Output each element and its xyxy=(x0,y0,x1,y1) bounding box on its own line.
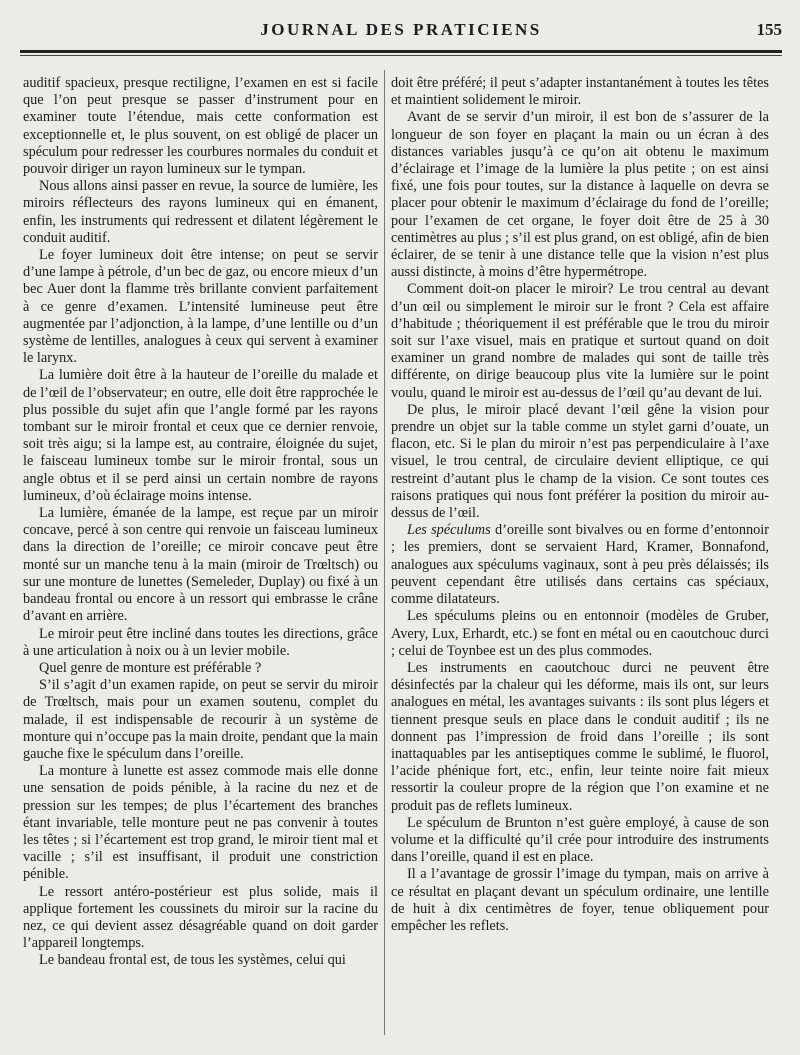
paragraph-text: d’oreille sont bivalves ou en forme d’entonnoir ; les premiers, dont se servaient Hard, Kramer, Bonnafond, analogues aux spéculums vaginaux, sont à peu près délaissés; ils peuvent cependant être utilisés dans certains cas spéciaux, comme dilatateurs. xyxy=(391,522,769,608)
header-rule-thin xyxy=(20,55,782,56)
paragraph: Le ressort antéro-postérieur est plus solide, mais il applique fortement les coussinets du miroir sur la racine du nez, ce qui devient assez désagréable quand on doit garder l’appareil longtemps. xyxy=(23,883,378,952)
italic-term: Les spéculums xyxy=(407,522,491,539)
paragraph: La lumière, émanée de la lampe, est reçue par un miroir concave, percé à son centre qui renvoie un faisceau lumineux dans la direction de l’oreille; ce miroir concave peut être monté sur un manche tenu à la main (miroir de Trœltsch) ou sur une monture de lunettes (Semeleder, Duplay) ou fixé à un bandeau frontal ou encore à un ressort qui embrasse le crâne d’avant en arrière. xyxy=(23,505,378,625)
paragraph: Les instruments en caoutchouc durci ne peuvent être désinfectés par la chaleur qui les déforme, mais ils ont, sur leurs analogues en métal, les avantages suivants : ils sont plus légers et tiennent presque seuls en place dans le conduit auditif ; ils ne donnent pas l’impression de froid dans l’oreille ; ils sont inattaquables par les antiseptiques comme le sublimé, le fluorol, l’acide phénique fort, etc., enfin, leur teinte noire fait mieux ressortir la couleur propre de la région que l’on examine et ne produit pas de reflets lumineux. xyxy=(391,659,769,814)
journal-title: JOURNAL DES PRATICIENS xyxy=(260,20,542,39)
paragraph: doit être préféré; il peut s’adapter instantanément à toutes les têtes et maintient solidement le miroir. xyxy=(391,75,769,109)
header-rule-thick xyxy=(20,50,782,53)
column-divider xyxy=(384,70,385,1035)
paragraph: Le spéculum de Brunton n’est guère employé, à cause de son volume et la difficulté qu’il crée pour introduire des instruments dans l’oreille, quand il est en place. xyxy=(391,814,769,866)
paragraph: Il a l’avantage de grossir l’image du tympan, mais on arrive à ce résultat en plaçant devant un spéculum ordinaire, une lentille de huit à dix centimètres de foyer, tenue obliquement pour empêcher les reflets. xyxy=(391,866,769,934)
text-column-left xyxy=(23,75,378,970)
paragraph: La monture à lunette est assez commode mais elle donne une sensation de poids pénible, à la racine du nez et de pression sur les tempes; de plus l’écartement des branches étant invariable, telle monture peut ne pas convenir à toutes les têtes ; si l’écartement est trop grand, le miroir tient mal et vacille ; s’il est insuffisant, il produit une constriction pénible. xyxy=(23,763,378,883)
paragraph: S’il s’agit d’un examen rapide, on peut se servir du miroir de Trœltsch, mais pour un examen soutenu, complet du malade, il est indispensable de recourir à un système de monture qui n’occupe pas la main droite, pendant que la main gauche fixe le spéculum dans l’oreille. xyxy=(23,677,378,762)
paragraph: Avant de se servir d’un miroir, il est bon de s’assurer de la longueur de son foyer en plaçant la main ou un écran à des distances variables jusqu’à ce qu’on ait obtenu le maximum d’éclairage et l’image de la lumière la plus petite ; on est ainsi fixé, une fois pour toutes, sur la distance à laquelle on devra se placer pour obtenir le maximum d’éclairage du fond de l’oreille; pour l’examen de cet organe, le foyer doit être de 25 à 30 centimètres au plus ; s’il est plus grand, on est obligé, afin de bien éclairer, de se tenir à une distance telle que la vision n’est plus aussi distincte, à moins d’être hypermétrope. xyxy=(391,109,769,281)
paragraph: Comment doit-on placer le miroir? Le trou central au devant d’un œil ou simplement le miroir sur le front ? Cela est affaire d’habitude ; théoriquement il est préférable que le trou du miroir soit sur l’axe visuel, mais en pratique et surtout quand on doit examiner un grand nombre de malades qui sont de taille très différente, on dirige beaucoup plus vite la lumière sur le point voulu, quand le miroir est au-dessus de l’œil qu’au devant de lui. xyxy=(391,281,769,401)
paragraph-speculums xyxy=(391,522,769,608)
paragraph: auditif spacieux, presque rectiligne, l’examen en est si facile que l’on peut presque se passer d’instrument pour en examiner toute l’étendue, mais cette conformation est exceptionnelle et, le plus souvent, on est obligé de placer un spéculum pour redresser les courbures normales du conduit et pouvoir diriger un rayon lumineux sur le tympan. xyxy=(23,75,378,178)
running-head xyxy=(20,16,782,46)
paragraph: Quel genre de monture est préférable ? xyxy=(39,659,262,676)
paragraph: Le foyer lumineux doit être intense; on peut se servir d’une lampe à pétrole, d’un bec de gaz, ou encore mieux d’un bec Auer dont la flamme très brillante convient parfaitement à ce genre d’examen. L’intensité lumineuse peut être augmentée par l’adjonction, à la lampe, d’une lentille ou d’un système de lentilles, analogues à ceux qui servent à examiner le larynx. xyxy=(23,247,378,367)
paragraph: Nous allons ainsi passer en revue, la source de lumière, les miroirs réflecteurs des rayons lumineux qui en émanent, enfin, les instruments qui redressent et dilatent légèrement le conduit auditif. xyxy=(23,178,378,246)
paragraph: Le bandeau frontal est, de tous les systèmes, celui qui xyxy=(39,952,346,969)
paragraph: La lumière doit être à la hauteur de l’oreille du malade et de l’œil de l’observateur; en outre, elle doit être rapprochée le plus possible du sujet afin que l’angle formé par les rayons tombant sur le miroir frontal et ceux que ce dernier renvoie, soit très aigu; si la lampe est, au contraire, éloignée du sujet, le faisceau lumineux tombe sur le miroir frontal, sous un angle obtus et il se perd ainsi un certain nombre de rayons lumineux, d’où éclairage moins intense. xyxy=(23,367,378,504)
paragraph: De plus, le miroir placé devant l’œil gêne la vision pour prendre un objet sur la table comme un stylet garni d’ouate, un flacon, etc. Si le plan du miroir n’est pas perpendiculaire à l’axe visuel, le trou central, de circulaire devient elliptique, ce qui restreint d’autant plus le champ de la vision. Ce sont toutes ces raisons pratiques qui nous font préférer la position du miroir au-dessus de l’œil. xyxy=(391,401,769,522)
page-number: 155 xyxy=(756,20,782,39)
text-column-right xyxy=(391,75,769,935)
paragraph: Le miroir peut être incliné dans toutes les directions, grâce à une articulation à noix ou à un levier mobile. xyxy=(23,625,378,659)
paragraph: Les spéculums pleins ou en entonnoir (modèles de Gruber, Avery, Lux, Erhardt, etc.) se font en métal ou en caoutchouc durci ; celui de Toynbee est un des plus commodes. xyxy=(391,608,769,659)
